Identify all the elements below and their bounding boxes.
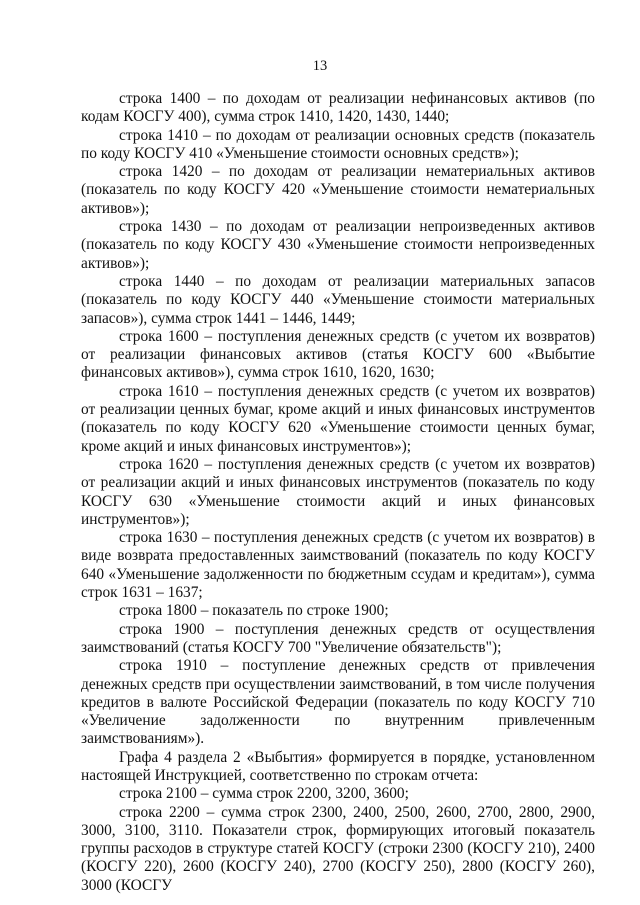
page-number: 13 — [312, 58, 328, 74]
paragraph: строка 1420 – по доходам от реализации нематериальных активов (показатель по коду КОСГУ 420 «Уменьшение стоимости нематериальных активов»); — [81, 163, 595, 217]
paragraph: строка 1800 – показатель по строке 1900; — [119, 602, 389, 620]
paragraph: строка 2100 – сумма строк 2200, 3200, 3600; — [119, 785, 409, 803]
paragraph: строка 1910 – поступление денежных средств от привлечения денежных средств при осуществлении заимствований, в том числе получения кредитов в валюте Российской Федерации (показатель по коду КОСГУ 710 «Увеличение задолженности по внутренним привлеченным заимствованиям»). — [81, 657, 595, 748]
paragraph: строка 1440 – по доходам от реализации материальных запасов (показатель по коду КОСГУ 440 «Уменьшение стоимости материальных запасов»), сумма строк 1441 – 1446, 1449; — [81, 272, 595, 327]
paragraph: строка 2200 – сумма строк 2300, 2400, 2500, 2600, 2700, 2800, 2900, 3000, 3100, 3110. Показатели строк, формирующих итоговый показатель группы расходов в структуре статей КОСГУ (строки 2300 (КОСГУ 210), 2400 (КОСГУ 220), 2600 (КОСГУ 240), 2700 (КОСГУ 250), 2800 (КОСГУ 260), 3000 (КОСГУ — [81, 803, 595, 894]
paragraph: строка 1430 – по доходам от реализации непроизведенных активов (показатель по коду КОСГУ 430 «Уменьшение стоимости непроизведенных активов»); — [81, 218, 595, 272]
paragraph: строка 1610 – поступления денежных средств (с учетом их возвратов) от реализации ценных бумаг, кроме акций и иных финансовых инструментов (показатель по коду КОСГУ 620 «Уменьшение стоимости ценных бумаг, кроме акций и иных финансовых инструментов»); — [81, 382, 595, 455]
paragraph: строка 1410 – по доходам от реализации основных средств (показатель по коду КОСГУ 410 «Уменьшение стоимости основных средств»); — [81, 126, 595, 162]
paragraph: строка 1900 – поступления денежных средств от осуществления заимствований (статья КОСГУ 700 "Увеличение обязательств"); — [81, 620, 595, 656]
paragraph: строка 1400 – по доходам от реализации нефинансовых активов (по кодам КОСГУ 400), сумма строк 1410, 1420, 1430, 1440; — [81, 90, 595, 126]
paragraph: Графа 4 раздела 2 «Выбытия» формируется в порядке, установленном настоящей Инструкцией, соответственно по строкам отчета: — [81, 748, 595, 784]
paragraph: строка 1630 – поступления денежных средств (с учетом их возвратов) в виде возврата предоставленных заимствований (показатель по коду КОСГУ 640 «Уменьшение задолженности по бюджетным ссудам и кредитам»), сумма строк 1631 – 1637; — [81, 529, 595, 602]
document-body — [81, 90, 595, 895]
paragraph: строка 1620 – поступления денежных средств (с учетом их возвратов) от реализации акций и иных финансовых инструментов (показатель по коду КОСГУ 630 «Уменьшение стоимости акций и иных финансовых инструментов»); — [81, 455, 595, 528]
paragraph: строка 1600 – поступления денежных средств (с учетом их возвратов) от реализации финансовых активов (статья КОСГУ 600 «Выбытие финансовых активов»), сумма строк 1610, 1620, 1630; — [81, 327, 595, 382]
